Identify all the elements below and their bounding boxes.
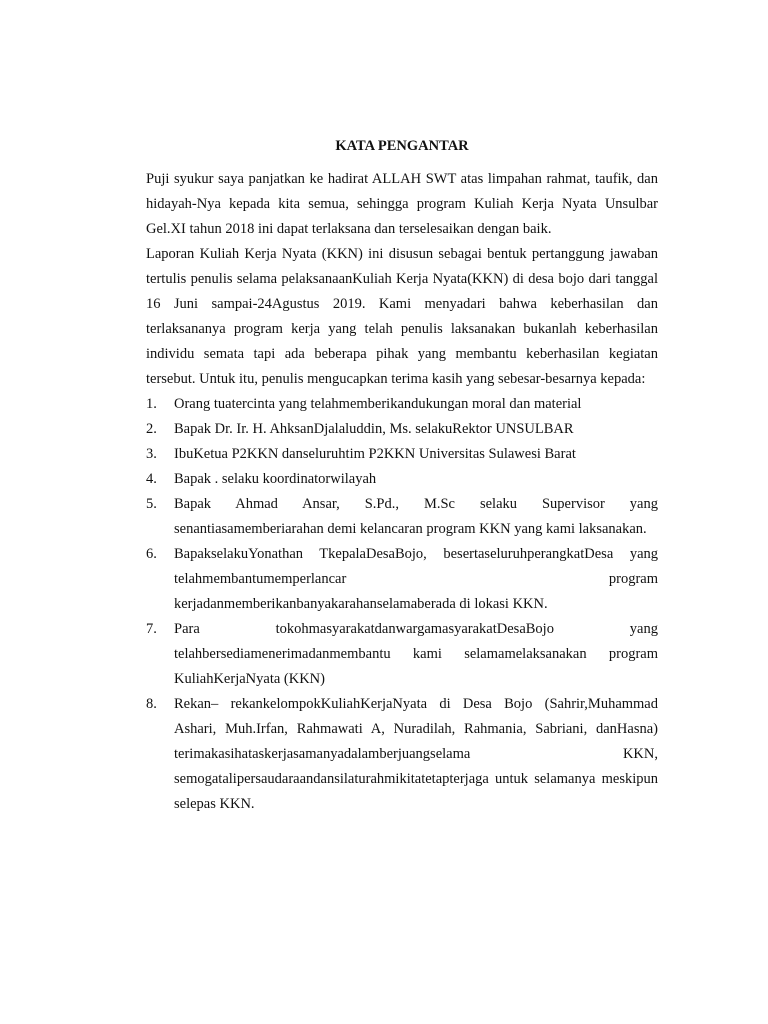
list-text: Orang tuatercinta yang telahmemberikandukungan moral dan material [174,396,582,412]
list-number: 3. [146,446,157,462]
acknowledgement-list [146,392,658,817]
list-text: BapakselakuYonathan TkepalaDesaBojo, besertaseluruhperangkatDesa yang telahmembantumemperlancar program kerjadanmemberikanbanyakarahanselamaberada di lokasi KKN. [174,546,658,612]
list-text: Para tokohmasyarakatdanwargamasyarakatDesaBojo yang telahbersediamenerimadanmembantu kami selamamelaksanakan program KuliahKerjaNyata (KKN) [174,621,658,687]
list-number: 4. [146,471,157,487]
list-number: 7. [146,621,157,637]
list-item [146,542,658,617]
list-item [146,617,658,692]
paragraph-report: Laporan Kuliah Kerja Nyata (KKN) ini disusun sebagai bentuk pertanggung jawaban tertulis penulis selama pelaksanaanKuliah Kerja Nyata(KKN) di desa bojo dari tanggal 16 Juni sampai-24Agustus 2019. Kami menyadari bahwa keberhasilan dan terlaksananya program kerja yang telah penulis laksanakan bukanlah keberhasilan individu semata tapi ada beberapa pihak yang membantu keberhasilan kegiatan tersebut. Untuk itu, penulis mengucapkan terima kasih yang sebesar-besarnya kepada: [146,246,658,387]
list-number: 1. [146,396,157,412]
list-item [146,692,658,817]
list-number: 6. [146,546,157,562]
list-number: 5. [146,496,157,512]
list-text: Bapak Ahmad Ansar, S.Pd., M.Sc selaku Supervisor yang senantiasamemberiarahan demi kelancaran program KKN yang kami laksanakan. [174,496,658,537]
list-item [146,442,658,467]
list-number: 2. [146,421,157,437]
list-text: Bapak Dr. Ir. H. AhksanDjalaluddin, Ms. selakuRektor UNSULBAR [174,421,574,437]
list-text: IbuKetua P2KKN danseluruhtim P2KKN Universitas Sulawesi Barat [174,446,576,462]
list-item [146,492,658,542]
list-item [146,392,658,417]
page-title: KATA PENGANTAR [335,138,469,154]
list-text: Bapak . selaku koordinatorwilayah [174,471,377,487]
list-item [146,467,658,492]
list-item [146,417,658,442]
list-number: 8. [146,696,157,712]
list-text: Rekan– rekankelompokKuliahKerjaNyata di Desa Bojo (Sahrir,Muhammad Ashari, Muh.Irfan, Rahmawati A, Nuradilah, Rahmania, Sabriani, danHasna) terimakasihataskerjasamanyadalamberjuangselama KKN, semogatalipersaudaraandansilaturahmikitatetapterjaga untuk selamanya meskipun selepas KKN. [174,696,658,812]
paragraph-intro: Puji syukur saya panjatkan ke hadirat ALLAH SWT atas limpahan rahmat, taufik, dan hidayah-Nya kepada kita semua, sehingga program Kuliah Kerja Nyata Unsulbar Gel.XI tahun 2018 ini dapat terlaksana dan terselesaikan dengan baik. [146,171,658,237]
document-page [146,134,658,817]
